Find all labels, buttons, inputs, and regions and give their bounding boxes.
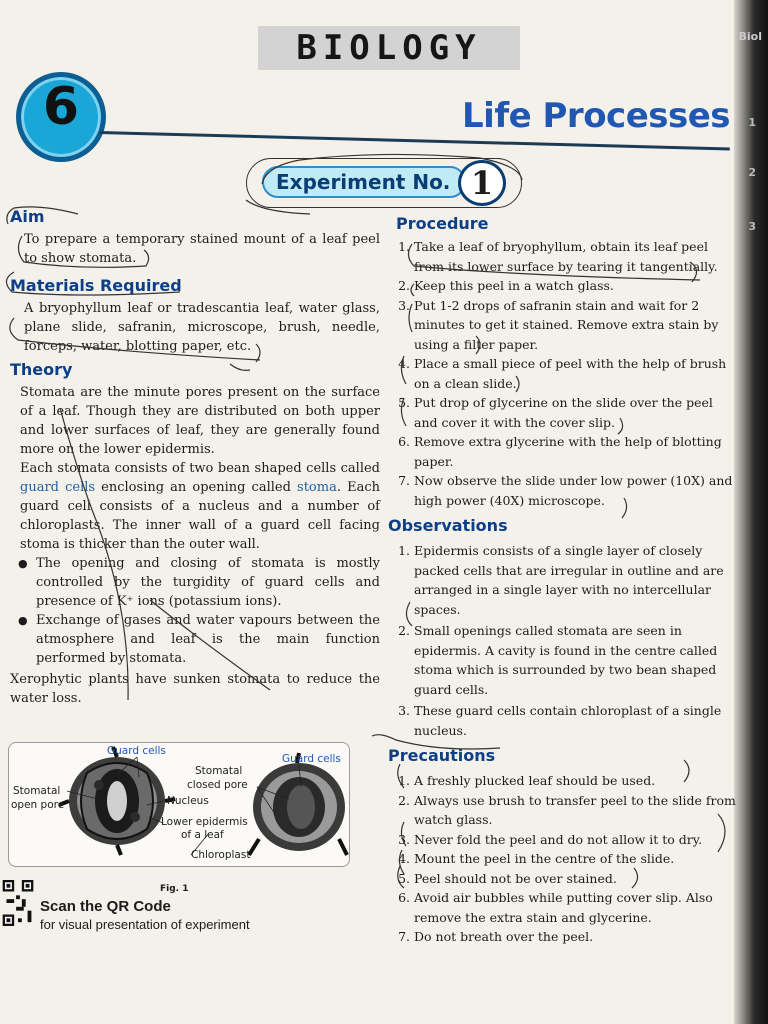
precaution-item: 7. Do not breath over the peel. xyxy=(398,929,594,944)
label-guard-cells-right: Guard cells xyxy=(282,753,341,765)
label-stomatal-closed-2: closed pore xyxy=(187,779,248,791)
label-stomatal-closed-1: Stomatal xyxy=(195,765,243,777)
next-page-num-1: 1 xyxy=(748,116,756,129)
left-column xyxy=(10,205,380,708)
label-guard-cells-left: Guard cells xyxy=(107,745,166,757)
procedure-step: 3. Put 1-2 drops of safranin stain and wait for 2 minutes to get it stained. Remove extra stain by using a filter paper. xyxy=(398,297,719,352)
observation-item: 3. These guard cells contain chloroplast of a single nucleus. xyxy=(398,703,722,738)
procedure-step: 2. Keep this peel in a watch glass. xyxy=(398,278,614,293)
procedure-step: 1. Take a leaf of bryophyllum, obtain its leaf peel from its lower surface by tearing it tangentially. xyxy=(398,239,718,274)
theory-heading: Theory xyxy=(10,360,73,379)
label-nucleus: Nucleus xyxy=(167,795,209,807)
observation-item: 1. Epidermis consists of a single layer of closely packed cells that are irregular in outline and are arranged in a single layer with no intercellular spaces. xyxy=(398,543,724,617)
precaution-item: 2. Always use brush to transfer peel to the slide from watch glass. xyxy=(398,792,736,827)
procedure-step: 6. Remove extra glycerine with the help of blotting paper. xyxy=(398,434,722,469)
figure-caption: Fig. 1 xyxy=(160,884,189,894)
stoma-term: stoma xyxy=(297,480,337,495)
procedure-step: 4. Place a small piece of peel with the help of brush on a clean slide. xyxy=(398,356,727,391)
label-lower-epidermis-2: of a leaf xyxy=(181,829,224,841)
precautions-heading: Precautions xyxy=(388,746,496,765)
label-chloroplast: Chloroplast xyxy=(191,849,251,861)
label-stomatal-open-1: Stomatal xyxy=(13,785,61,797)
right-column xyxy=(388,212,740,947)
theory-para-2 xyxy=(10,459,380,554)
next-page-num-3: 3 xyxy=(748,220,756,233)
next-page-strip xyxy=(738,30,764,990)
theory-para-2-b: enclosing an opening called xyxy=(95,480,298,495)
theory-bullets xyxy=(10,554,380,668)
aim-heading: Aim xyxy=(10,207,45,226)
next-page-tab: Biol xyxy=(738,30,762,43)
procedure-steps xyxy=(388,237,740,510)
theory-para-1: Stomata are the minute pores present on the surface of a leaf. Though they are distributed on both upper and lower surfaces of leaf, they are generally found more on the lower epidermis. xyxy=(20,385,380,457)
precaution-item: 1. A freshly plucked leaf should be used. xyxy=(398,773,656,788)
experiment-label: Experiment No. xyxy=(262,166,466,198)
chapter-number: 6 xyxy=(42,77,80,137)
precaution-item: 5. Peel should not be over stained. xyxy=(398,870,617,886)
procedure-step: 5. Put drop of glycerine on the slide over the peel and cover it with the cover slip. xyxy=(398,395,713,430)
label-stomatal-open-2: open pore xyxy=(11,799,65,811)
guard-cells-term: guard cells xyxy=(20,480,96,495)
procedure-heading: Procedure xyxy=(396,214,489,233)
closed-stoma-drawing xyxy=(249,753,347,855)
next-page-num-2: 2 xyxy=(748,166,756,179)
experiment-number: 1 xyxy=(458,160,506,206)
materials-text: A bryophyllum leaf or tradescantia leaf, water glass, plane slide, safranin, microscope, brush, needle, forceps, water, blotting paper, etc. xyxy=(24,301,380,354)
qr-subtitle: for visual presentation of experiment xyxy=(40,917,250,932)
theory-para-2-c: . Each guard cell consists of a nucleus and a number of chloroplasts. The inner wall of a guard cell facing stoma is thicker than the outer wall. xyxy=(20,480,380,552)
theory-para-3: Xerophytic plants have sunken stomata to reduce the water loss. xyxy=(10,672,380,706)
aim-text: To prepare a temporary stained mount of a leaf peel to show stomata. xyxy=(24,232,380,266)
precaution-item: 3. Never fold the peel and do not allow it to dry. xyxy=(398,831,703,847)
qr-code-icon[interactable] xyxy=(2,880,34,926)
theory-bullet: ● The opening and closing of stomata is mostly controlled by the turgidity of guard cells and presence of K⁺ ions (potassium ions). xyxy=(10,554,380,611)
theory-bullet: ● Exchange of gases and water vapours between the atmosphere and leaf is the main function performed by stomata. xyxy=(10,611,380,668)
precaution-item: 4. Mount the peel in the centre of the slide. xyxy=(398,851,675,866)
qr-title: Scan the QR Code xyxy=(40,898,171,915)
label-lower-epidermis-1: Lower epidermis xyxy=(161,816,248,828)
materials-heading: Materials Required xyxy=(10,276,182,295)
observations-heading: Observations xyxy=(388,516,508,535)
procedure-step: 7. Now observe the slide under low power (10X) and high power (40X) microscope. xyxy=(398,473,733,508)
precautions-list xyxy=(388,771,740,947)
stomata-figure xyxy=(8,742,350,867)
observations-list xyxy=(388,541,740,740)
chapter-title: Life Processes xyxy=(462,96,731,136)
observation-item: 2. Small openings called stomata are seen in epidermis. A cavity is found in the centre called stoma which is surrounded by two bean shaped guard cells. xyxy=(398,623,718,697)
chapter-number-badge xyxy=(16,72,106,162)
theory-para-2-a: Each stomata consists of two bean shaped cells called xyxy=(20,461,380,476)
precaution-item: 6. Avoid air bubbles while putting cover slip. Also remove the extra stain and glycerine. xyxy=(398,890,713,925)
subject-title: BIOLOGY xyxy=(258,26,520,70)
open-stoma-drawing xyxy=(59,747,175,855)
